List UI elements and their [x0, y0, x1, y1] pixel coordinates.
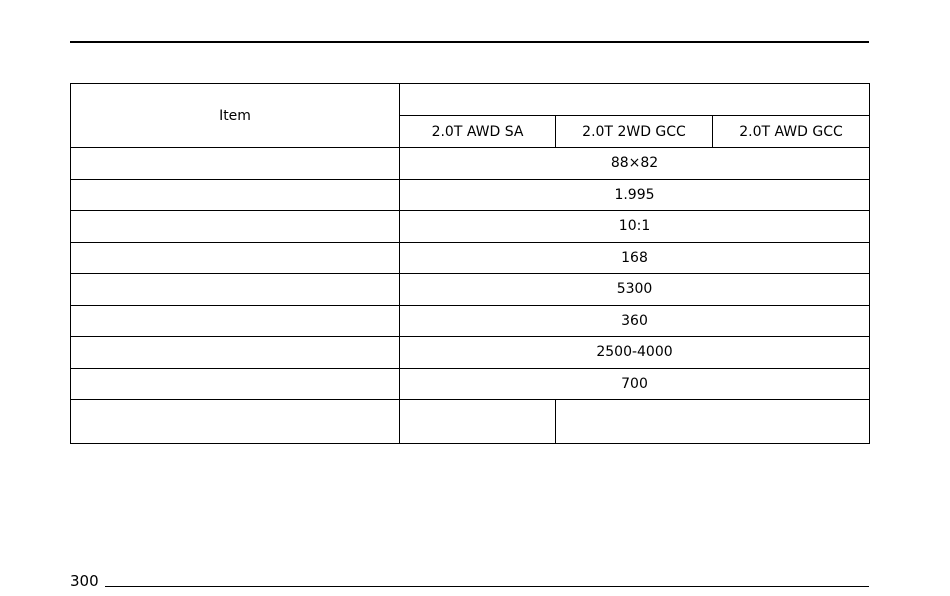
variant-header-awd-sa: 2.0T AWD SA	[400, 116, 556, 148]
row-label	[71, 211, 400, 243]
row-value: 700	[400, 368, 870, 400]
row-label	[71, 400, 400, 444]
page-number: 300	[70, 572, 99, 590]
row-value-sa	[400, 400, 556, 444]
row-value: 5300	[400, 274, 870, 306]
variant-group-header	[400, 84, 870, 116]
row-label	[71, 242, 400, 274]
table-row	[71, 179, 870, 211]
variant-header-awd-gcc: 2.0T AWD GCC	[713, 116, 870, 148]
engine-spec-table	[70, 83, 870, 444]
table-row	[71, 274, 870, 306]
row-value-gcc	[556, 400, 870, 444]
row-value: 10:1	[400, 211, 870, 243]
row-value: 1.995	[400, 179, 870, 211]
table-row	[71, 242, 870, 274]
row-label	[71, 148, 400, 180]
row-value: 168	[400, 242, 870, 274]
table-row	[71, 211, 870, 243]
table-header-row	[71, 84, 870, 116]
table-row-last	[71, 400, 870, 444]
table-row	[71, 148, 870, 180]
row-value: 88×82	[400, 148, 870, 180]
row-label	[71, 305, 400, 337]
header-rule	[70, 41, 869, 43]
footer-rule	[105, 586, 869, 587]
row-label	[71, 368, 400, 400]
table-row	[71, 337, 870, 369]
item-column-header: Item	[71, 84, 400, 148]
table-row	[71, 305, 870, 337]
row-value: 360	[400, 305, 870, 337]
row-label	[71, 337, 400, 369]
row-value: 2500-4000	[400, 337, 870, 369]
variant-header-2wd-gcc: 2.0T 2WD GCC	[556, 116, 713, 148]
table-row	[71, 368, 870, 400]
row-label	[71, 274, 400, 306]
row-label	[71, 179, 400, 211]
